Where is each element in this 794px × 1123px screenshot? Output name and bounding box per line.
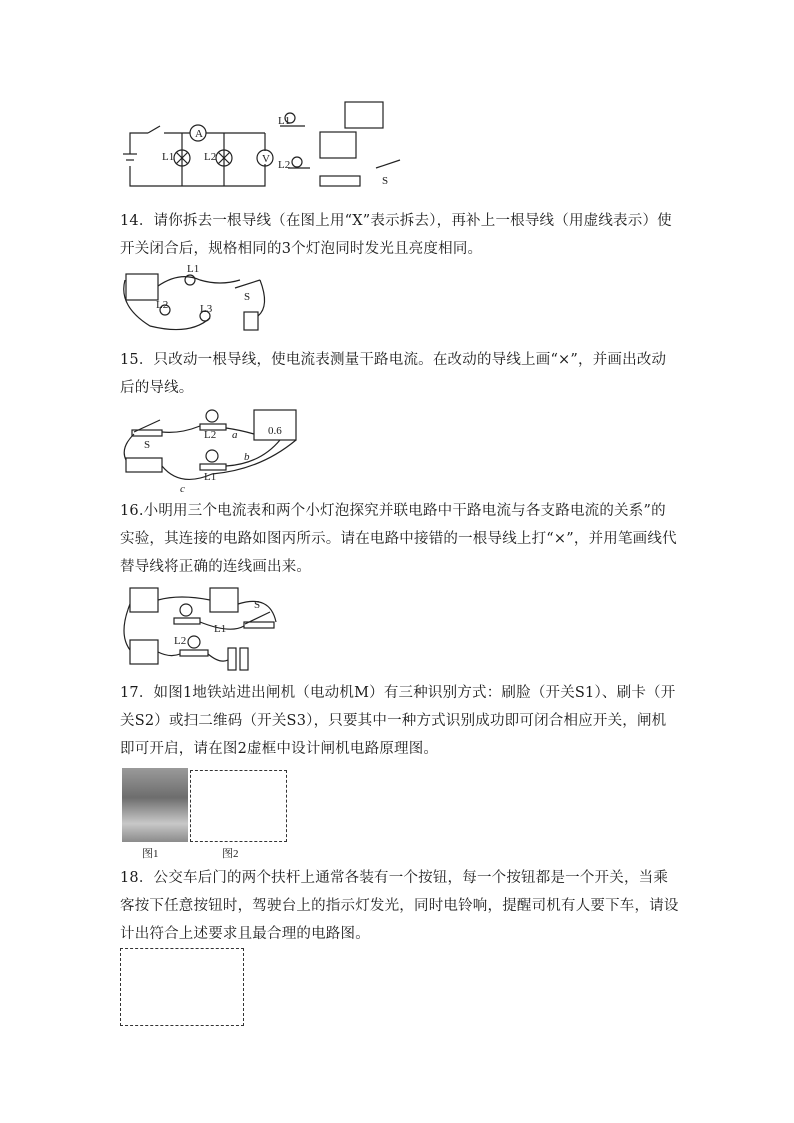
figure-1-caption: 图1 xyxy=(142,848,159,860)
q14-s-label: S xyxy=(244,291,251,303)
figure-13-circuit xyxy=(120,96,420,196)
q16-l1-label: L1 xyxy=(214,623,227,635)
ammeter-label: A xyxy=(195,128,203,140)
bulb-l2-label: L2 xyxy=(204,151,217,163)
q15-wire-a: a xyxy=(232,429,238,441)
photo-l2-label: L2 xyxy=(278,159,291,171)
figure-14-circuit xyxy=(120,263,270,336)
figure-16-circuit xyxy=(120,584,290,674)
question-17: 17．如图1地铁站进出闸机（电动机M）有三种识别方式：刷脸（开关S1）、刷卡（开关S2）或扫二维码（开关S3），只要其中一种方式识别成功即可闭合相应开关，闸机即可开启，请在图2虚框中设计闸机电路原理图。 xyxy=(120,685,676,757)
q14-l3-label: L3 xyxy=(200,303,213,315)
q14-l2-label: L2 xyxy=(156,299,169,311)
figure-1-gate-photo xyxy=(122,768,188,842)
q15-s-label: S xyxy=(144,439,151,451)
question-15: 15．只改动一根导线，使电流表测量干路电流。在改动的导线上画“×”，并画出改动后的导线。 xyxy=(120,352,667,396)
bulb-l1-label: L1 xyxy=(162,151,175,163)
question-14: 14．请你拆去一根导线（在图上用“X”表示拆去），再补上一根导线（用虚线表示）使开关闭合后，规格相同的3个灯泡同时发光且亮度相同。 xyxy=(120,213,672,257)
switch-s-label: S xyxy=(382,175,389,187)
q15-wire-b: b xyxy=(244,451,250,463)
figure-15-circuit xyxy=(120,404,310,495)
q16-l2-label: L2 xyxy=(174,635,187,647)
photo-l1-label: L1 xyxy=(278,115,291,127)
question-16: 16.小明用三个电流表和两个小灯泡探究并联电路中干路电流与各支路电流的关系”的实验，其连接的电路如图丙所示。请在电路中接错的一根导线上打“×”，并用笔画线代替导线将正确的连线画出来。 xyxy=(120,503,677,575)
question-18: 18．公交车后门的两个扶杆上通常各装有一个按钮，每一个按钮都是一个开关，当乘客按下任意按钮时，驾驶台上的指示灯发光，同时电铃响，提醒司机有人要下车，请设计出符合上述要求且最合理的电路图。 xyxy=(120,870,679,942)
q15-l2-label: L2 xyxy=(204,429,217,441)
voltmeter-label: V xyxy=(262,153,270,165)
q16-s-label: S xyxy=(254,599,261,611)
q14-l1-label: L1 xyxy=(187,263,200,275)
q18-answer-box xyxy=(120,948,244,1026)
q15-l1-label: L1 xyxy=(204,471,217,483)
figure-2-dashed-box xyxy=(190,770,287,842)
figure-2-caption: 图2 xyxy=(222,848,239,860)
q15-wire-c: c xyxy=(180,483,185,495)
q15-range-label: 0.6 xyxy=(268,425,282,437)
